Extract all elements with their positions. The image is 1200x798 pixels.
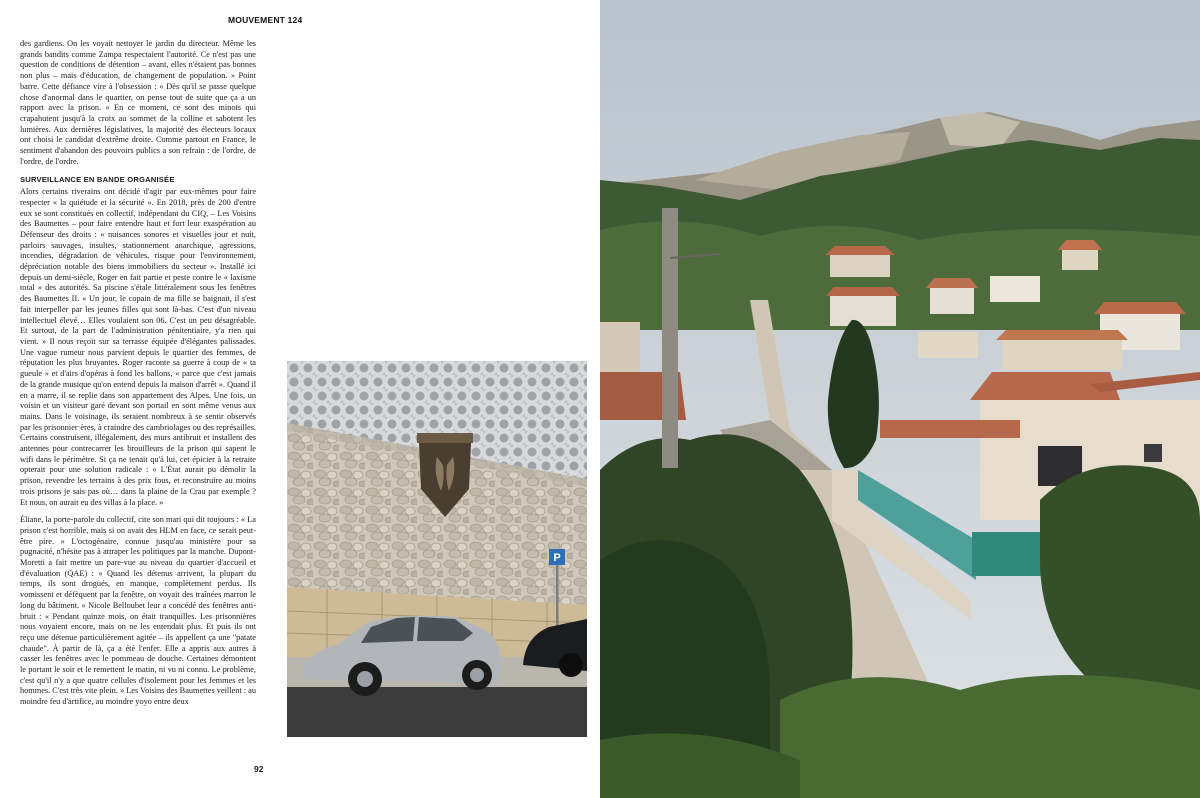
inset-photo-prison-wall — [287, 361, 587, 737]
running-header: MOUVEMENT 124 — [228, 15, 303, 25]
parking-sign-letter: P — [553, 552, 561, 564]
full-page-photo-village — [600, 0, 1200, 798]
subheading: SURVEILLANCE EN BANDE ORGANISÉE — [20, 175, 175, 185]
article-column — [20, 39, 256, 715]
page-number: 92 — [254, 764, 264, 774]
paragraph-3: Éliane, la porte-parole du collectif, cite son mari qui dit toujours : « La prison c'est horrible, mais si on avait des HLM en face, ce serait peut-être pire. » L'octogénaire, connue jusqu'au ministère pour sa pugnacité, n'hésite pas à attraper les politiques par la manche. Dupont-Moretti a fait mettre un pare-vue au niveau du quartier d'accueil et d'évaluation (QAE) : « Quand les détenus arrivent, la plupart du temps, ils sont drogués, en manque, complètement perdus. Ils vomissent et défèquent par la fenêtre, on voyait des traînées marron le long du bâtiment. » Nicole Belloubet leur a concédé des fenêtres anti-bruit : « Pendant quinze mois, on était tranquilles. Les prisonnières nous voyaient encore, mais on ne les entendait plus. Et puis ils ont reçu une détenue particulièrement agitée – ils appellent ça une "patate chaude". À partir de là, ça a été l'enfer. Elle a appris aux autres à casser les fenêtres avec le pommeau de douche. Certaines démontent le portant le soir et le remettent le matin, ni vu ni connu. Le problème, c'est qu'il n'y a que quatre cellules d'isolement pour les femmes et les hommes. C'est très vite plein. » Les Voisins des Baumettes veillent : au moindre feu d'artifice, au moindre yoyo entre deux — [20, 515, 256, 707]
paragraph-1: des gardiens. On les voyait nettoyer le jardin du directeur. Même les grands bandits comme Zampa respectaient l'autorité. Ce n'est pas une question de conditions de détention – avant, elles n'étaient pas bonnes non plus – mais d'éducation, de changement de population. » Point barre. Cette défiance vire à l'obsession : « Dès qu'il se passe quelque chose d'anormal dans le quartier, on pense tout de suite que ça a un rapport avec la prison. » En ce moment, ce sont des minots qui crapahutent jusqu'à la croix au sommet de la colline et sabotent les lumières. Aux dernières législatives, la majorité des électeurs locaux ont choisi le candidat d'extrême droite. Comme partout en France, le sentiment d'abandon des pouvoirs publics a son refrain : de l'ordre, de l'ordre, de l'ordre. — [20, 39, 256, 166]
paragraph-2: Alors certains riverains ont décidé d'agir par eux-mêmes pour faire respecter « la quiétude et la sécurité ». En 2018, près de 200 d'entre eux se sont constitués en collectif, indépendant du CIQ, – Les Voisins des Baumettes – pour faire entendre haut et fort leur exaspération au Défenseur des droits : « nuisances sonores et visuelles jour et nuit, parloirs sauvages, insultes, stationnement anarchique, agressions, incendies, dégradation de véhicules, risque pour l'environnement, dépréciation notable des biens immobiliers du secteur ». Installé ici depuis un demi-siècle, Roger en fait partie et peste contre le « laxisme total » des autorités. Sa piscine s'étale littéralement sous les fenêtres des Baumettes II. « Un jour, le copain de ma fille se baignait, il s'est fait interpeller par les jeunes filles qui sont là-bas. C'est d'un niveau intellectuel élevé… Elles voulaient son 06. C'est un peu désagréable. Et surtout, de la part de l'administration pénitentiaire, y'a rien qui vient. » Il nous reçoit sur sa terrasse équipée d'élégantes palissades. Une vague rumeur nous parvient depuis le quartier des femmes, de réputation les plus bruyantes. Roger raconte sa guerre à coup de « ta gueule » et d'airs d'opéras à fond les ballons, « parce que c'est jamais de la grande musique qu'on entend depuis la maison d'arrêt ». Quand il en a marre, il se replie dans son appartement des Alpes. Une fois, un voisin et un visiteur garé devant son portail en sont même venus aux mains. Dans le voisinage, ils seraient nombreux à se sentir observés par les prisonnier·ères, à craindre des cambriolages ou des représailles. Certains construisent, illégalement, des murs antibruit et installent des antennes pour contrecarrer les brouilleurs de la prison qui sapent le wifi dans le périmètre. Si ça ne tenait qu'à lui, cet épicier à la retraite opterait pour une solution radicale : « L'État aurait pu démolir la prison, revendre les terrains à des prix fous, et reconstruire au moins trois prisons je sais pas où… dans la plaine de la Crau par exemple ? Et nous, on aurait eu des villas à la place. » — [20, 187, 256, 507]
